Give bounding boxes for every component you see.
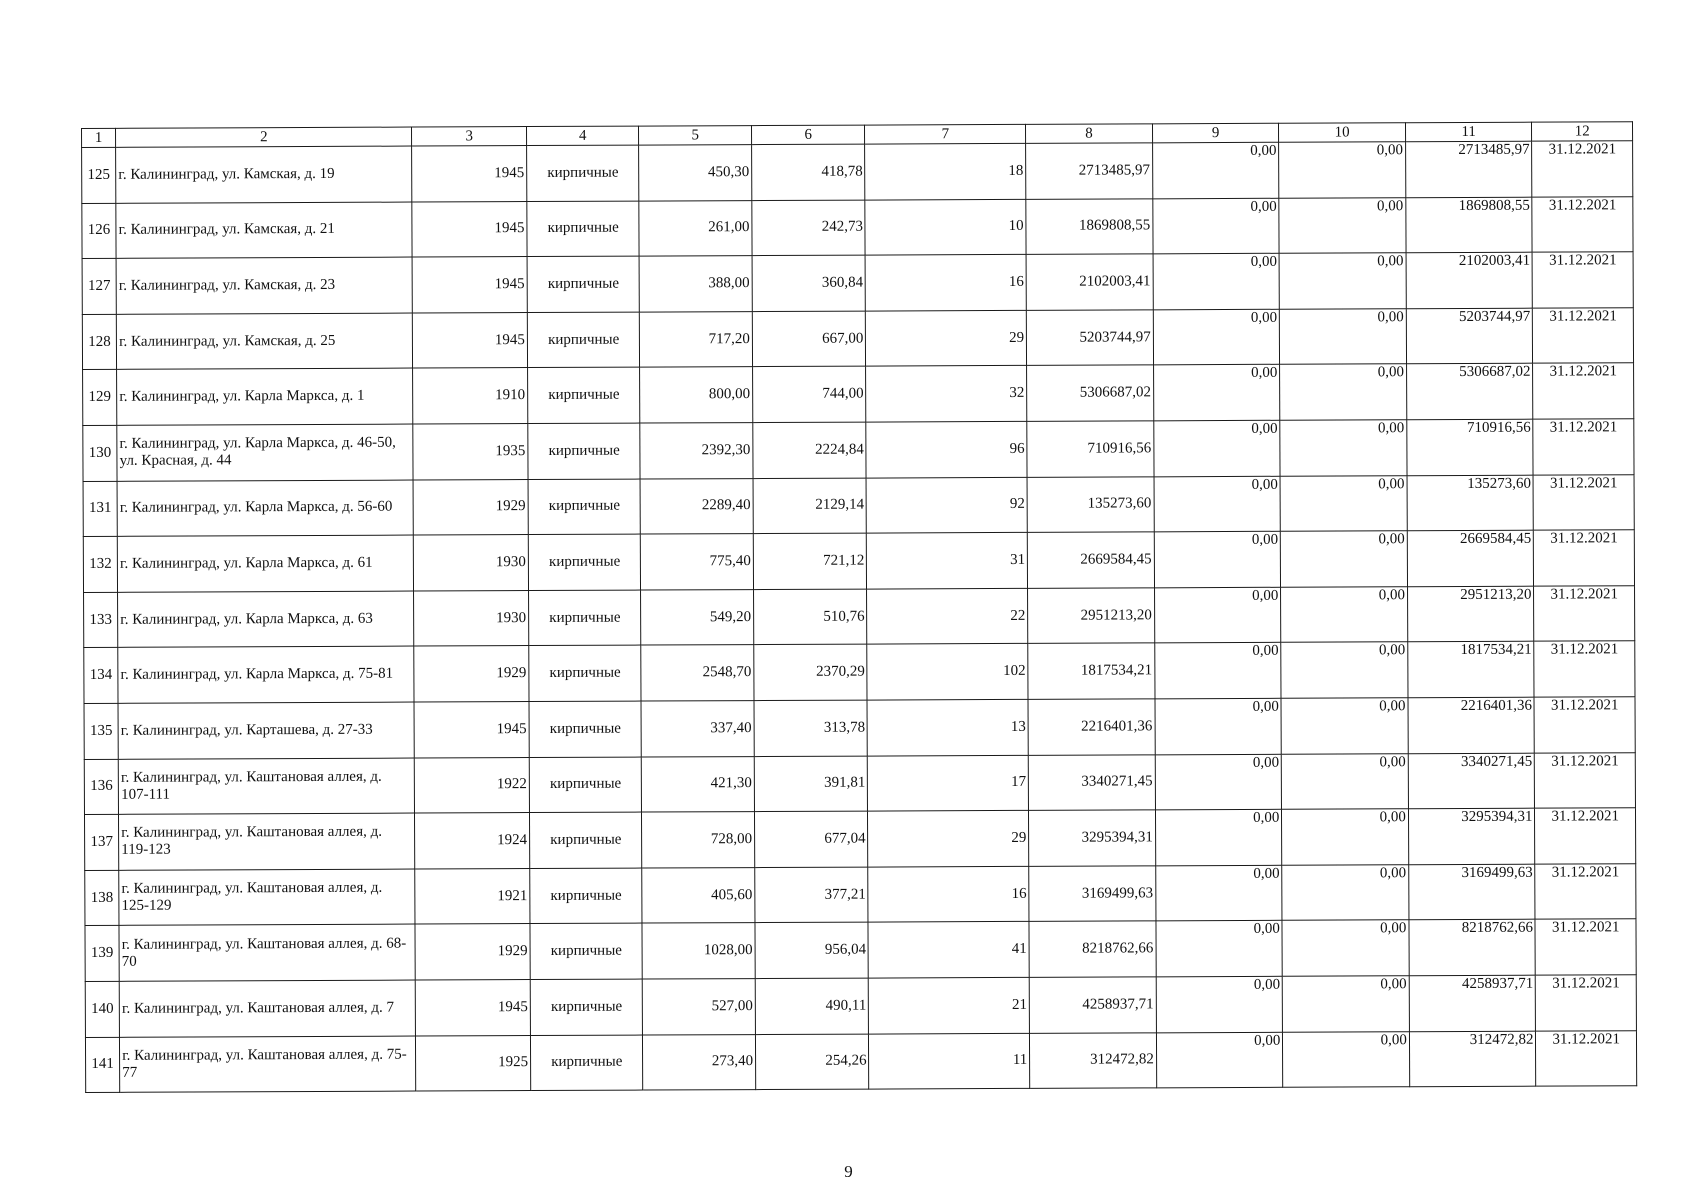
year-cell: 1945 [412, 146, 527, 202]
column-7-cell: 10 [865, 199, 1026, 255]
column-5-cell: 527,00 [643, 978, 756, 1034]
column-10-cell: 0,00 [1280, 420, 1407, 476]
column-6-cell: 667,00 [752, 311, 866, 367]
column-6-cell: 510,76 [754, 589, 868, 645]
column-11-cell: 1817534,21 [1408, 642, 1535, 698]
table-body [82, 141, 1637, 1093]
column-9-cell: 0,00 [1156, 976, 1283, 1032]
column-7-cell: 41 [868, 922, 1029, 978]
column-7-cell: 96 [866, 421, 1027, 477]
column-7-cell: 16 [866, 255, 1027, 311]
table-row [84, 641, 1635, 703]
column-10-cell: 0,00 [1282, 753, 1409, 809]
column-8-cell: 2102003,41 [1026, 254, 1153, 310]
address-cell: г. Калининград, ул. Карла Маркса, д. 61 [117, 535, 414, 592]
date-cell: 31.12.2021 [1535, 919, 1636, 975]
year-cell: 1925 [416, 1035, 531, 1091]
column-7-cell: 11 [869, 1033, 1030, 1089]
address-cell: г. Калининград, ул. Камская, д. 23 [116, 257, 413, 314]
address-cell: г. Калининград, ул. Карла Маркса, д. 1 [117, 368, 414, 425]
column-header-2: 2 [116, 127, 412, 147]
column-7-cell: 102 [867, 644, 1028, 700]
column-8-cell: 3340271,45 [1028, 754, 1155, 810]
column-6-cell: 721,12 [753, 533, 867, 589]
year-cell: 1924 [415, 813, 530, 869]
column-5-cell: 450,30 [639, 145, 752, 201]
address-cell: г. Калининград, ул. Каштановая аллея, д. 75-77 [120, 1036, 417, 1093]
year-cell: 1935 [413, 424, 528, 480]
table-row [82, 141, 1633, 203]
column-5-cell: 405,60 [642, 867, 755, 923]
address-cell: г. Калининград, ул. Карла Маркса, д. 56-60 [117, 480, 414, 537]
column-9-cell: 0,00 [1156, 1032, 1283, 1088]
year-cell: 1910 [413, 368, 528, 424]
year-cell: 1921 [415, 868, 530, 924]
row-number-cell: 130 [83, 425, 117, 481]
address-cell: г. Калининград, ул. Каштановая аллея, д. 107-111 [118, 758, 415, 815]
column-6-cell: 490,11 [755, 978, 869, 1034]
column-9-cell: 0,00 [1155, 643, 1282, 699]
year-cell: 1922 [415, 757, 530, 813]
column-9-cell: 0,00 [1155, 754, 1282, 810]
row-number-cell: 128 [82, 314, 116, 370]
column-5-cell: 421,30 [642, 756, 755, 812]
column-9-cell: 0,00 [1152, 142, 1279, 198]
column-10-cell: 0,00 [1283, 1031, 1410, 1087]
column-9-cell: 0,00 [1154, 476, 1281, 532]
column-11-cell: 2669584,45 [1407, 530, 1534, 586]
column-7-cell: 18 [865, 143, 1026, 199]
column-8-cell: 3169499,63 [1029, 866, 1156, 922]
column-10-cell: 0,00 [1280, 309, 1407, 365]
column-11-cell: 2102003,41 [1406, 252, 1533, 308]
wall-material-cell: кирпичные [530, 979, 643, 1035]
column-11-cell: 3295394,31 [1408, 808, 1535, 864]
column-11-cell: 3169499,63 [1409, 864, 1536, 920]
column-10-cell: 0,00 [1283, 976, 1410, 1032]
year-cell: 1929 [414, 479, 529, 535]
wall-material-cell: кирпичные [529, 645, 642, 701]
wall-material-cell: кирпичные [528, 423, 641, 479]
column-8-cell: 8218762,66 [1029, 921, 1156, 977]
date-cell: 31.12.2021 [1533, 474, 1634, 530]
table-row [85, 919, 1636, 981]
wall-material-cell: кирпичные [529, 701, 642, 757]
column-9-cell: 0,00 [1153, 309, 1280, 365]
column-9-cell: 0,00 [1155, 865, 1282, 921]
address-cell: г. Калининград, ул. Карла Маркса, д. 46-50, ул. Красная, д. 44 [117, 424, 414, 481]
column-5-cell: 800,00 [640, 367, 753, 423]
column-11-cell: 2951213,20 [1407, 586, 1534, 642]
column-9-cell: 0,00 [1156, 921, 1283, 977]
wall-material-cell: кирпичные [528, 534, 641, 590]
column-8-cell: 5203744,97 [1027, 310, 1154, 366]
column-7-cell: 13 [867, 699, 1028, 755]
row-number-cell: 137 [84, 814, 118, 870]
column-6-cell: 677,04 [754, 811, 868, 867]
column-6-cell: 377,21 [755, 867, 869, 923]
address-cell: г. Калининград, ул. Карла Маркса, д. 63 [118, 591, 415, 648]
column-8-cell: 3295394,31 [1029, 810, 1156, 866]
date-cell: 31.12.2021 [1533, 363, 1634, 419]
column-6-cell: 2224,84 [753, 422, 867, 478]
column-9-cell: 0,00 [1154, 420, 1281, 476]
row-number-cell: 135 [84, 703, 118, 759]
year-cell: 1929 [415, 924, 530, 980]
column-11-cell: 4258937,71 [1409, 975, 1536, 1031]
date-cell: 31.12.2021 [1534, 585, 1635, 641]
row-number-cell: 141 [85, 1037, 119, 1093]
column-10-cell: 0,00 [1281, 642, 1408, 698]
table-row [84, 752, 1635, 814]
date-cell: 31.12.2021 [1532, 141, 1633, 197]
column-7-cell: 31 [867, 533, 1028, 589]
wall-material-cell: кирпичные [528, 479, 641, 535]
column-8-cell: 135273,60 [1027, 476, 1154, 532]
address-cell: г. Калининград, ул. Каштановая аллея, д. 68-70 [119, 924, 416, 981]
column-11-cell: 1869808,55 [1406, 197, 1533, 253]
column-6-cell: 242,73 [752, 200, 866, 256]
column-10-cell: 0,00 [1279, 142, 1406, 198]
column-8-cell: 1817534,21 [1028, 643, 1155, 699]
column-9-cell: 0,00 [1155, 809, 1282, 865]
column-6-cell: 2370,29 [754, 644, 868, 700]
column-11-cell: 135273,60 [1407, 475, 1534, 531]
table-row [83, 363, 1634, 425]
row-number-cell: 125 [82, 147, 116, 203]
column-10-cell: 0,00 [1279, 197, 1406, 253]
column-8-cell: 710916,56 [1027, 421, 1154, 477]
wall-material-cell: кирпичные [527, 145, 640, 201]
address-cell: г. Калининград, ул. Карташева, д. 27-33 [118, 702, 415, 759]
column-10-cell: 0,00 [1280, 364, 1407, 420]
column-6-cell: 744,00 [753, 366, 867, 422]
column-6-cell: 956,04 [755, 922, 869, 978]
year-cell: 1945 [414, 701, 529, 757]
date-cell: 31.12.2021 [1536, 975, 1637, 1031]
column-11-cell: 8218762,66 [1409, 919, 1536, 975]
column-5-cell: 2548,70 [641, 645, 754, 701]
column-11-cell: 5306687,02 [1406, 364, 1533, 420]
year-cell: 1945 [413, 312, 528, 368]
housing-register-table [81, 121, 1637, 1093]
date-cell: 31.12.2021 [1535, 863, 1636, 919]
column-8-cell: 1869808,55 [1026, 198, 1153, 254]
table-row [84, 808, 1635, 870]
row-number-cell: 136 [84, 759, 118, 815]
column-7-cell: 21 [869, 977, 1030, 1033]
column-10-cell: 0,00 [1279, 253, 1406, 309]
column-8-cell: 2713485,97 [1026, 143, 1153, 199]
column-10-cell: 0,00 [1282, 809, 1409, 865]
column-5-cell: 273,40 [643, 1034, 756, 1090]
table-row [83, 419, 1634, 481]
address-cell: г. Калининград, ул. Каштановая аллея, д. 125-129 [119, 869, 416, 926]
address-cell: г. Калининград, ул. Каштановая аллея, д. 119-123 [119, 813, 416, 870]
table-row [82, 308, 1633, 370]
column-8-cell: 5306687,02 [1027, 365, 1154, 421]
row-number-cell: 132 [83, 537, 117, 593]
table-row [84, 585, 1635, 647]
year-cell: 1945 [412, 201, 527, 257]
column-header-11: 11 [1405, 122, 1532, 142]
column-7-cell: 22 [867, 588, 1028, 644]
row-number-cell: 129 [83, 370, 117, 426]
wall-material-cell: кирпичные [529, 757, 642, 813]
column-10-cell: 0,00 [1281, 698, 1408, 754]
date-cell: 31.12.2021 [1534, 697, 1635, 753]
date-cell: 31.12.2021 [1533, 419, 1634, 475]
column-8-cell: 4258937,71 [1029, 977, 1156, 1033]
row-number-cell: 133 [84, 592, 118, 648]
date-cell: 31.12.2021 [1532, 196, 1633, 252]
row-number-cell: 134 [84, 648, 118, 704]
column-6-cell: 2129,14 [753, 478, 867, 534]
column-11-cell: 312472,82 [1409, 1031, 1536, 1087]
table-row [82, 196, 1633, 258]
column-5-cell: 717,20 [640, 311, 753, 367]
column-5-cell: 549,20 [641, 589, 754, 645]
wall-material-cell: кирпичные [527, 201, 640, 257]
column-10-cell: 0,00 [1280, 475, 1407, 531]
wall-material-cell: кирпичные [529, 590, 642, 646]
column-9-cell: 0,00 [1153, 198, 1280, 254]
column-5-cell: 388,00 [640, 256, 753, 312]
column-5-cell: 2289,40 [641, 478, 754, 534]
column-5-cell: 1028,00 [642, 923, 755, 979]
column-6-cell: 313,78 [754, 700, 868, 756]
year-cell: 1930 [414, 535, 529, 591]
year-cell: 1929 [414, 646, 529, 702]
column-9-cell: 0,00 [1155, 698, 1282, 754]
column-11-cell: 2216401,36 [1408, 697, 1535, 753]
column-9-cell: 0,00 [1153, 365, 1280, 421]
row-number-cell: 126 [82, 203, 116, 259]
column-9-cell: 0,00 [1154, 531, 1281, 587]
page-number: 9 [844, 1162, 853, 1181]
row-number-cell: 139 [85, 926, 119, 982]
column-7-cell: 29 [866, 310, 1027, 366]
column-11-cell: 710916,56 [1407, 419, 1534, 475]
column-11-cell: 2713485,97 [1405, 141, 1532, 197]
column-8-cell: 312472,82 [1030, 1032, 1157, 1088]
row-number-cell: 140 [85, 981, 119, 1037]
table-row [84, 697, 1635, 759]
column-10-cell: 0,00 [1282, 920, 1409, 976]
column-header-12: 12 [1532, 122, 1633, 141]
column-6-cell: 418,78 [752, 144, 866, 200]
address-cell: г. Калининград, ул. Камская, д. 25 [116, 313, 413, 370]
address-cell: г. Калининград, ул. Карла Маркса, д. 75-81 [118, 646, 415, 703]
wall-material-cell: кирпичные [527, 256, 640, 312]
column-5-cell: 261,00 [639, 200, 752, 256]
column-6-cell: 254,26 [755, 1034, 869, 1090]
date-cell: 31.12.2021 [1533, 308, 1634, 364]
column-6-cell: 360,84 [752, 255, 866, 311]
column-header-3: 3 [412, 127, 527, 146]
address-cell: г. Калининград, ул. Камская, д. 19 [116, 146, 413, 203]
date-cell: 31.12.2021 [1534, 530, 1635, 586]
column-5-cell: 728,00 [642, 812, 755, 868]
column-header-1: 1 [82, 128, 116, 147]
column-7-cell: 16 [868, 866, 1029, 922]
column-10-cell: 0,00 [1282, 864, 1409, 920]
column-header-10: 10 [1279, 123, 1406, 143]
column-header-7: 7 [865, 124, 1026, 144]
date-cell: 31.12.2021 [1535, 808, 1636, 864]
column-5-cell: 337,40 [641, 701, 754, 757]
table-row [83, 530, 1634, 592]
column-header-9: 9 [1152, 123, 1279, 143]
wall-material-cell: кирпичные [529, 812, 642, 868]
column-header-5: 5 [639, 126, 752, 145]
column-header-6: 6 [751, 125, 865, 144]
wall-material-cell: кирпичные [530, 868, 643, 924]
address-cell: г. Калининград, ул. Камская, д. 21 [116, 202, 413, 259]
wall-material-cell: кирпичные [530, 1035, 643, 1091]
wall-material-cell: кирпичные [527, 312, 640, 368]
column-8-cell: 2951213,20 [1028, 588, 1155, 644]
column-9-cell: 0,00 [1153, 253, 1280, 309]
column-11-cell: 5203744,97 [1406, 308, 1533, 364]
date-cell: 31.12.2021 [1534, 641, 1635, 697]
date-cell: 31.12.2021 [1533, 252, 1634, 308]
table-row [83, 474, 1634, 536]
year-cell: 1945 [413, 257, 528, 313]
table-row [82, 252, 1633, 314]
address-cell: г. Калининград, ул. Каштановая аллея, д. 7 [119, 980, 416, 1037]
date-cell: 31.12.2021 [1535, 752, 1636, 808]
table-row [85, 975, 1636, 1037]
column-header-8: 8 [1026, 124, 1153, 144]
column-5-cell: 775,40 [641, 534, 754, 590]
column-8-cell: 2669584,45 [1027, 532, 1154, 588]
wall-material-cell: кирпичные [528, 367, 641, 423]
column-7-cell: 29 [868, 810, 1029, 866]
column-7-cell: 32 [866, 366, 1027, 422]
year-cell: 1945 [416, 979, 531, 1035]
row-number-cell: 127 [82, 259, 116, 315]
table-row [85, 1030, 1636, 1092]
column-10-cell: 0,00 [1281, 586, 1408, 642]
column-11-cell: 3340271,45 [1408, 753, 1535, 809]
column-7-cell: 92 [867, 477, 1028, 533]
column-5-cell: 2392,30 [640, 423, 753, 479]
year-cell: 1930 [414, 590, 529, 646]
column-10-cell: 0,00 [1281, 531, 1408, 587]
column-header-4: 4 [526, 126, 639, 145]
date-cell: 31.12.2021 [1536, 1030, 1637, 1086]
column-7-cell: 17 [868, 755, 1029, 811]
column-8-cell: 2216401,36 [1028, 699, 1155, 755]
wall-material-cell: кирпичные [530, 923, 643, 979]
row-number-cell: 131 [83, 481, 117, 537]
table-row [85, 863, 1636, 925]
row-number-cell: 138 [85, 870, 119, 926]
column-9-cell: 0,00 [1154, 587, 1281, 643]
column-6-cell: 391,81 [754, 756, 868, 812]
